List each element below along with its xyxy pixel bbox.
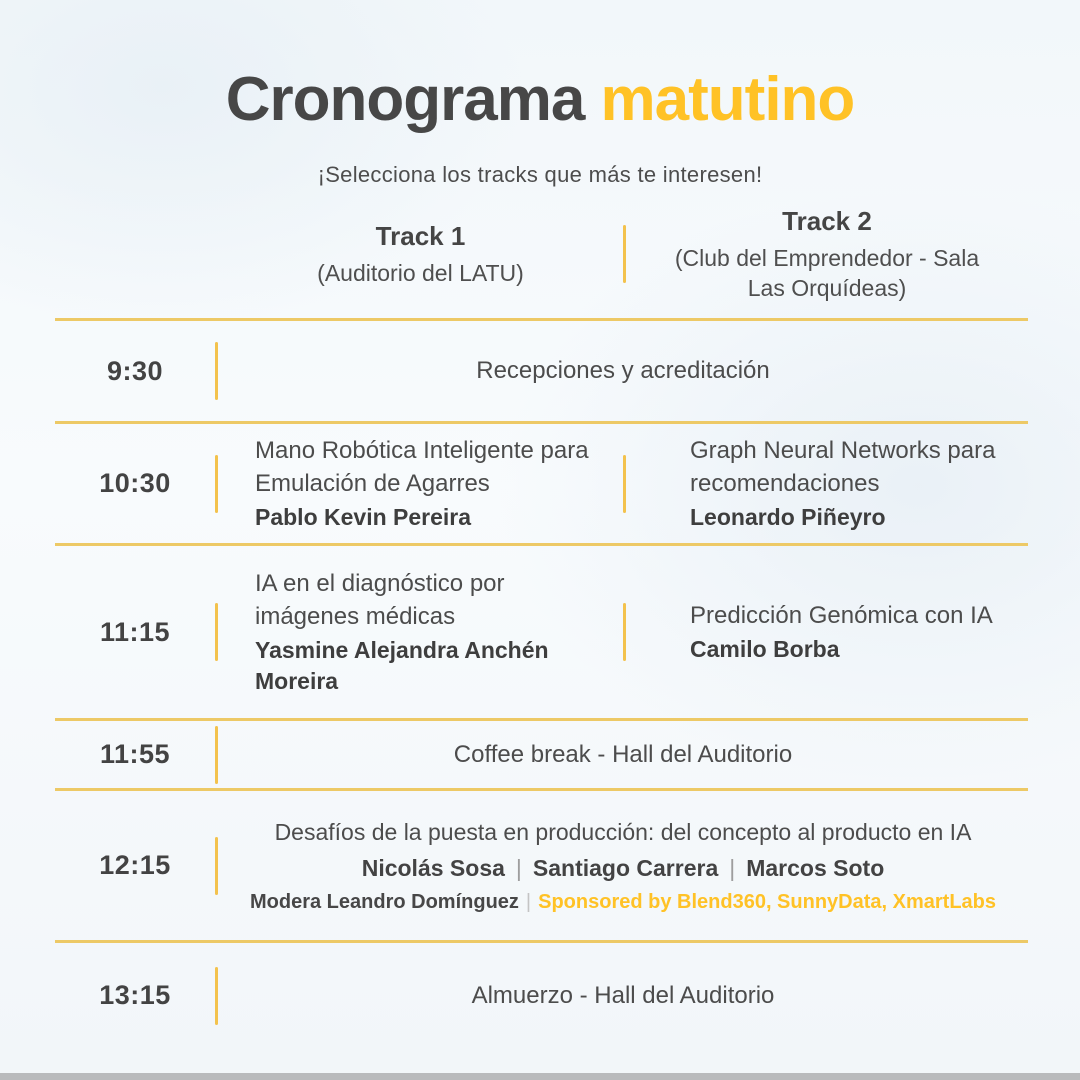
time-label: 13:15: [99, 980, 171, 1010]
schedule-row-930: [55, 318, 1028, 421]
session-speakers: [362, 855, 885, 882]
track-1-location: (Auditorio del LATU): [317, 259, 524, 286]
track-1-session: [218, 424, 623, 543]
moderator-label: Modera Leandro Domínguez: [250, 891, 519, 913]
track-1-name: Track 1: [375, 220, 466, 251]
tracks-content: [218, 424, 1028, 543]
schedule-row-1315: [55, 940, 1028, 1048]
time-label: 11:15: [99, 616, 171, 647]
sponsored-label: Sponsored by Blend360, SunnyData, XmartLabs: [538, 891, 996, 913]
separator: |: [729, 855, 736, 881]
time-label: 12:15: [99, 850, 171, 880]
session-text: Coffee break - Hall del Auditorio: [453, 740, 793, 768]
session-speaker: Yasmine Alejandra Anchén Moreira: [255, 637, 549, 694]
time-label: 10:30: [99, 468, 171, 498]
session-speaker: Pablo Kevin Pereira: [255, 504, 472, 530]
session-title: Desafíos de la puesta en producción: del concepto al producto en IA: [274, 819, 972, 845]
tracks-content: [218, 557, 1028, 707]
track-2-name: Track 2: [782, 205, 872, 236]
page-title: [0, 0, 1080, 142]
time-label: 9:30: [106, 355, 164, 386]
track-1-session: [218, 557, 623, 707]
schedule-row-1030: [55, 421, 1028, 543]
panel-session: [218, 803, 1028, 928]
page-title-accent: matutino: [600, 65, 855, 134]
session-speaker: Leonardo Piñeyro: [690, 504, 886, 530]
session-title: Mano Robótica Inteligente para Emulación de Agarres: [255, 437, 589, 497]
session-meta: [250, 891, 996, 914]
session-text: Recepciones y acreditación: [476, 357, 770, 384]
page-title-main: Cronograma: [225, 65, 585, 134]
bottom-bar: [0, 1073, 1080, 1080]
schedule-row-1115: [55, 543, 1028, 718]
track-2-location: (Club del Emprendedor - Sala Las Orquídeas): [674, 244, 980, 301]
speaker-name: Marcos Soto: [746, 855, 885, 881]
schedule-sheet: [55, 190, 1028, 1048]
speaker-name: Nicolás Sosa: [361, 855, 505, 881]
speaker-name: Santiago Carrera: [532, 855, 719, 881]
session-title: IA en el diagnóstico por imágenes médicas: [255, 570, 505, 630]
track-2-header: [626, 206, 1028, 303]
session-text: Almuerzo - Hall del Auditorio: [471, 981, 775, 1009]
session-speaker: Camilo Borba: [690, 636, 840, 662]
track-2-session: [626, 589, 1028, 675]
session-title: Predicción Genómica con IA: [690, 602, 993, 629]
track-1-header: [218, 221, 623, 288]
separator: |: [525, 891, 532, 913]
session-title: Graph Neural Networks para recomendaciones: [690, 437, 996, 497]
track-2-session: [626, 424, 1028, 543]
track-header-row: [55, 190, 1028, 318]
time-label: 11:55: [99, 739, 171, 769]
subtitle: ¡Selecciona los tracks que más te interesen!: [317, 162, 763, 187]
separator: |: [515, 855, 522, 881]
schedule-row-1215: [55, 788, 1028, 940]
schedule-row-1155: [55, 718, 1028, 788]
